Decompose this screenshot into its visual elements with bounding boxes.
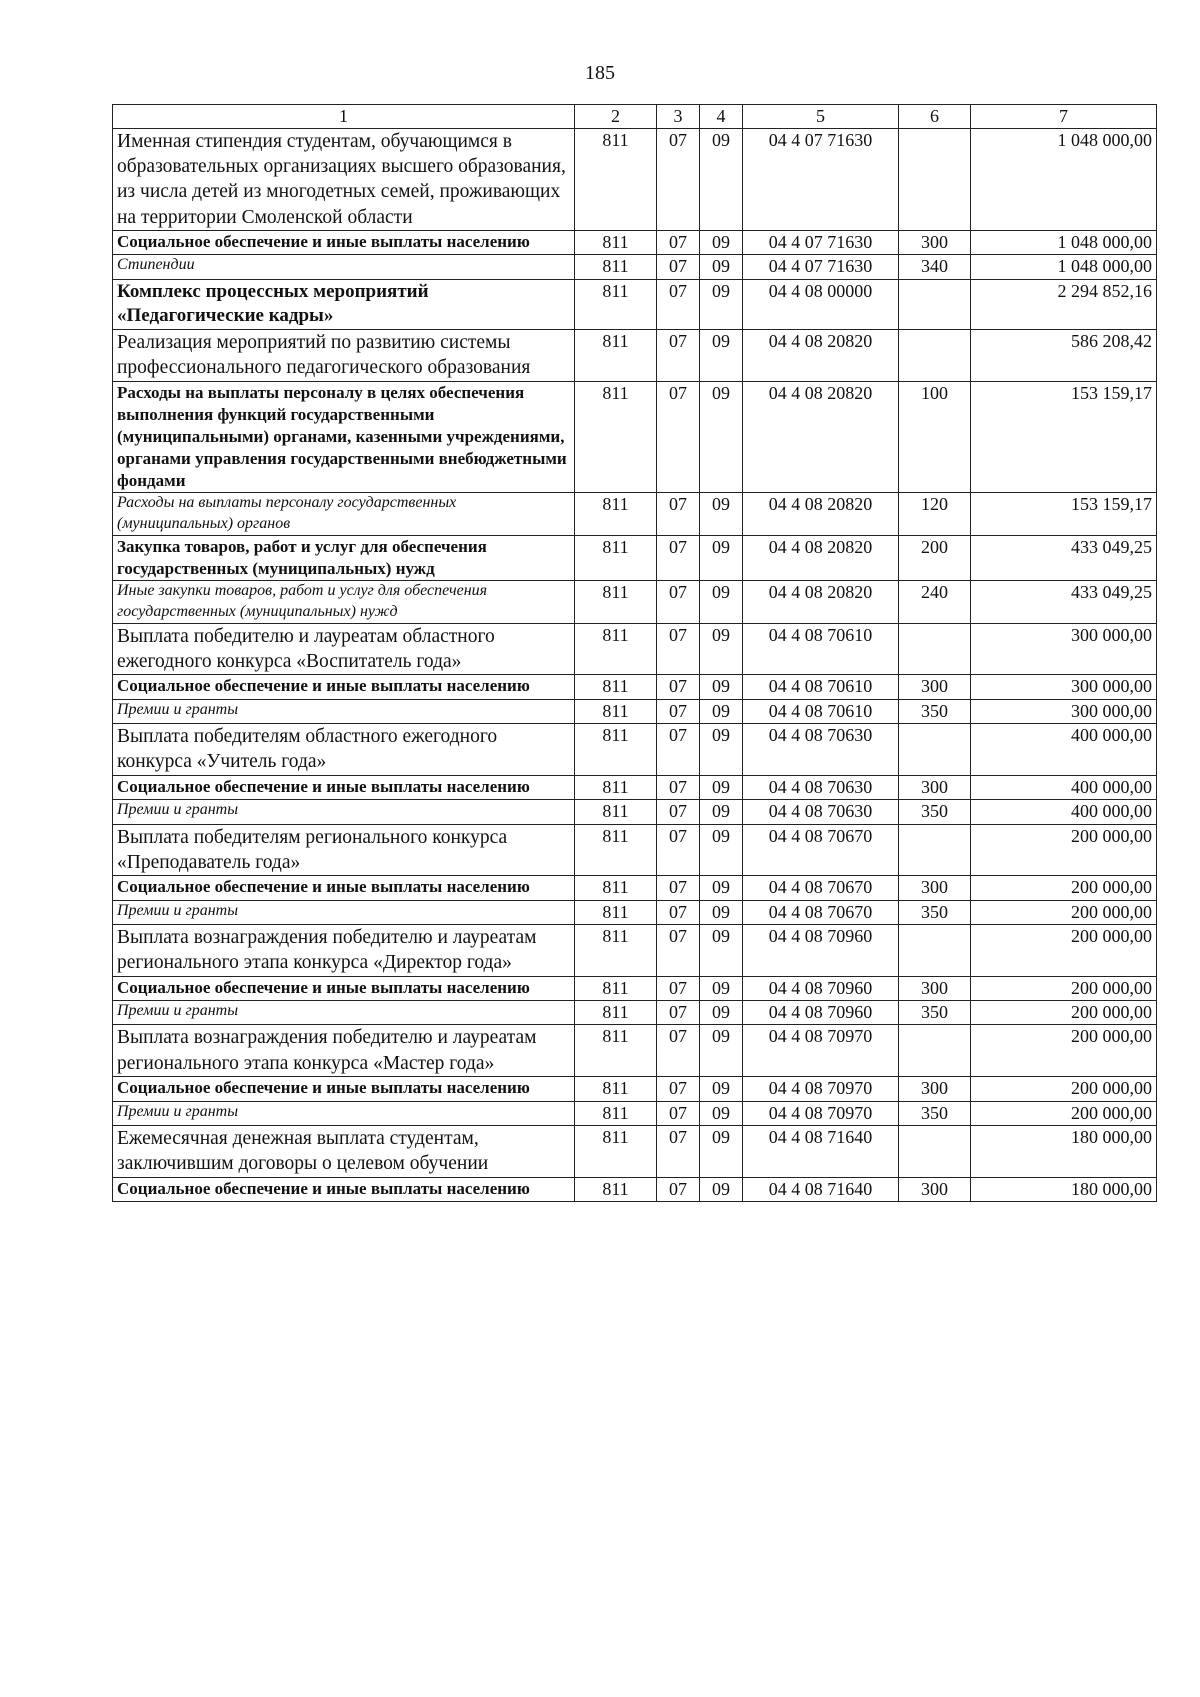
section-cell: 07 <box>657 1001 700 1025</box>
target-article-cell: 04 4 08 70960 <box>743 1001 899 1025</box>
table-row <box>113 876 1157 900</box>
subsection-cell: 09 <box>700 1001 743 1025</box>
row-name-cell: Премии и гранты <box>113 900 575 924</box>
table-row <box>113 1001 1157 1025</box>
table-row <box>113 535 1157 580</box>
section-cell: 07 <box>657 876 700 900</box>
section-cell: 07 <box>657 699 700 723</box>
target-article-cell: 04 4 08 70610 <box>743 699 899 723</box>
table-row <box>113 824 1157 876</box>
expense-type-cell: 300 <box>899 876 971 900</box>
amount-cell: 300 000,00 <box>971 675 1157 699</box>
subsection-cell: 09 <box>700 623 743 675</box>
expense-type-cell: 350 <box>899 699 971 723</box>
row-name-cell: Комплекс процессных мероприятий «Педагогические кадры» <box>113 279 575 329</box>
row-name-cell: Премии и гранты <box>113 1001 575 1025</box>
ministry-code-cell: 811 <box>575 535 657 580</box>
row-name-cell: Премии и гранты <box>113 1101 575 1125</box>
ministry-code-cell: 811 <box>575 1101 657 1125</box>
target-article-cell: 04 4 08 70610 <box>743 675 899 699</box>
section-cell: 07 <box>657 1101 700 1125</box>
header-cell-6: 6 <box>899 105 971 129</box>
expense-type-cell <box>899 1125 971 1177</box>
section-cell: 07 <box>657 580 700 623</box>
target-article-cell: 04 4 08 20820 <box>743 330 899 382</box>
ministry-code-cell: 811 <box>575 230 657 254</box>
ministry-code-cell: 811 <box>575 623 657 675</box>
section-cell: 07 <box>657 623 700 675</box>
page-number: 185 <box>585 62 615 84</box>
row-name-cell: Стипендии <box>113 255 575 279</box>
row-name-cell: Социальное обеспечение и иные выплаты населению <box>113 876 575 900</box>
header-cell-1: 1 <box>113 105 575 129</box>
section-cell: 07 <box>657 1077 700 1101</box>
expense-type-cell: 100 <box>899 381 971 492</box>
row-name-cell: Социальное обеспечение и иные выплаты населению <box>113 1177 575 1201</box>
expense-type-cell <box>899 128 971 230</box>
target-article-cell: 04 4 08 70670 <box>743 876 899 900</box>
amount-cell: 433 049,25 <box>971 535 1157 580</box>
table-row <box>113 775 1157 799</box>
table-row <box>113 724 1157 776</box>
section-cell: 07 <box>657 330 700 382</box>
ministry-code-cell: 811 <box>575 1001 657 1025</box>
section-cell: 07 <box>657 724 700 776</box>
subsection-cell: 09 <box>700 381 743 492</box>
amount-cell: 400 000,00 <box>971 724 1157 776</box>
subsection-cell: 09 <box>700 230 743 254</box>
table-row <box>113 128 1157 230</box>
amount-cell: 300 000,00 <box>971 623 1157 675</box>
row-name-cell: Закупка товаров, работ и услуг для обеспечения государственных (муниципальных) нужд <box>113 535 575 580</box>
subsection-cell: 09 <box>700 255 743 279</box>
header-cell-3: 3 <box>657 105 700 129</box>
table-row <box>113 330 1157 382</box>
expense-type-cell <box>899 824 971 876</box>
section-cell: 07 <box>657 976 700 1000</box>
target-article-cell: 04 4 08 70960 <box>743 924 899 976</box>
ministry-code-cell: 811 <box>575 381 657 492</box>
table-row <box>113 279 1157 329</box>
ministry-code-cell: 811 <box>575 330 657 382</box>
ministry-code-cell: 811 <box>575 724 657 776</box>
target-article-cell: 04 4 07 71630 <box>743 255 899 279</box>
ministry-code-cell: 811 <box>575 976 657 1000</box>
section-cell: 07 <box>657 230 700 254</box>
amount-cell: 300 000,00 <box>971 699 1157 723</box>
row-name-cell: Иные закупки товаров, работ и услуг для обеспечения государственных (муниципальных) нужд <box>113 580 575 623</box>
subsection-cell: 09 <box>700 800 743 824</box>
table-row <box>113 1125 1157 1177</box>
target-article-cell: 04 4 08 71640 <box>743 1125 899 1177</box>
ministry-code-cell: 811 <box>575 128 657 230</box>
target-article-cell: 04 4 08 70630 <box>743 800 899 824</box>
amount-cell: 200 000,00 <box>971 1001 1157 1025</box>
subsection-cell: 09 <box>700 1025 743 1077</box>
amount-cell: 586 208,42 <box>971 330 1157 382</box>
section-cell: 07 <box>657 800 700 824</box>
row-name-cell: Выплата победителям областного ежегодного конкурса «Учитель года» <box>113 724 575 776</box>
subsection-cell: 09 <box>700 1177 743 1201</box>
subsection-cell: 09 <box>700 699 743 723</box>
subsection-cell: 09 <box>700 724 743 776</box>
amount-cell: 200 000,00 <box>971 976 1157 1000</box>
target-article-cell: 04 4 08 71640 <box>743 1177 899 1201</box>
subsection-cell: 09 <box>700 675 743 699</box>
amount-cell: 180 000,00 <box>971 1177 1157 1201</box>
row-name-cell: Социальное обеспечение и иные выплаты населению <box>113 976 575 1000</box>
table-row <box>113 976 1157 1000</box>
expense-type-cell: 350 <box>899 1001 971 1025</box>
target-article-cell: 04 4 08 20820 <box>743 381 899 492</box>
target-article-cell: 04 4 07 71630 <box>743 230 899 254</box>
table-row <box>113 900 1157 924</box>
table-row <box>113 580 1157 623</box>
expense-type-cell: 300 <box>899 775 971 799</box>
amount-cell: 400 000,00 <box>971 775 1157 799</box>
expense-type-cell: 350 <box>899 900 971 924</box>
ministry-code-cell: 811 <box>575 900 657 924</box>
section-cell: 07 <box>657 675 700 699</box>
expense-type-cell <box>899 279 971 329</box>
subsection-cell: 09 <box>700 824 743 876</box>
subsection-cell: 09 <box>700 1101 743 1125</box>
table-row <box>113 1101 1157 1125</box>
expense-type-cell <box>899 924 971 976</box>
expense-type-cell: 300 <box>899 230 971 254</box>
expense-type-cell: 300 <box>899 675 971 699</box>
target-article-cell: 04 4 07 71630 <box>743 128 899 230</box>
amount-cell: 200 000,00 <box>971 1101 1157 1125</box>
expense-type-cell: 350 <box>899 800 971 824</box>
row-name-cell: Именная стипендия студентам, обучающимся в образовательных организациях высшего образования, из числа детей из многодетных семей, проживающих на территории Смоленской области <box>113 128 575 230</box>
section-cell: 07 <box>657 1025 700 1077</box>
table-row <box>113 623 1157 675</box>
header-cell-5: 5 <box>743 105 899 129</box>
amount-cell: 200 000,00 <box>971 876 1157 900</box>
expense-type-cell: 300 <box>899 1177 971 1201</box>
subsection-cell: 09 <box>700 493 743 536</box>
table-row <box>113 493 1157 536</box>
expense-type-cell: 240 <box>899 580 971 623</box>
ministry-code-cell: 811 <box>575 1077 657 1101</box>
ministry-code-cell: 811 <box>575 1125 657 1177</box>
expense-type-cell <box>899 623 971 675</box>
expense-type-cell: 300 <box>899 976 971 1000</box>
target-article-cell: 04 4 08 70670 <box>743 824 899 876</box>
target-article-cell: 04 4 08 70970 <box>743 1025 899 1077</box>
table-row <box>113 1077 1157 1101</box>
expense-type-cell <box>899 1025 971 1077</box>
amount-cell: 200 000,00 <box>971 900 1157 924</box>
target-article-cell: 04 4 08 70960 <box>743 976 899 1000</box>
expense-type-cell: 300 <box>899 1077 971 1101</box>
amount-cell: 200 000,00 <box>971 1077 1157 1101</box>
row-name-cell: Социальное обеспечение и иные выплаты населению <box>113 675 575 699</box>
row-name-cell: Реализация мероприятий по развитию системы профессионального педагогического образования <box>113 330 575 382</box>
expense-type-cell <box>899 724 971 776</box>
amount-cell: 400 000,00 <box>971 800 1157 824</box>
ministry-code-cell: 811 <box>575 279 657 329</box>
header-cell-7: 7 <box>971 105 1157 129</box>
amount-cell: 180 000,00 <box>971 1125 1157 1177</box>
amount-cell: 1 048 000,00 <box>971 255 1157 279</box>
row-name-cell: Выплата вознаграждения победителю и лауреатам регионального этапа конкурса «Мастер года» <box>113 1025 575 1077</box>
target-article-cell: 04 4 08 20820 <box>743 535 899 580</box>
target-article-cell: 04 4 08 70970 <box>743 1077 899 1101</box>
table-row <box>113 381 1157 492</box>
target-article-cell: 04 4 08 70970 <box>743 1101 899 1125</box>
subsection-cell: 09 <box>700 535 743 580</box>
header-cell-2: 2 <box>575 105 657 129</box>
amount-cell: 1 048 000,00 <box>971 230 1157 254</box>
section-cell: 07 <box>657 255 700 279</box>
target-article-cell: 04 4 08 00000 <box>743 279 899 329</box>
amount-cell: 153 159,17 <box>971 381 1157 492</box>
table-row <box>113 1025 1157 1077</box>
row-name-cell: Ежемесячная денежная выплата студентам, заключившим договоры о целевом обучении <box>113 1125 575 1177</box>
expense-type-cell <box>899 330 971 382</box>
ministry-code-cell: 811 <box>575 1177 657 1201</box>
section-cell: 07 <box>657 535 700 580</box>
row-name-cell: Социальное обеспечение и иные выплаты населению <box>113 1077 575 1101</box>
ministry-code-cell: 811 <box>575 493 657 536</box>
table-row <box>113 1177 1157 1201</box>
target-article-cell: 04 4 08 20820 <box>743 493 899 536</box>
table-row <box>113 255 1157 279</box>
table-row <box>113 230 1157 254</box>
amount-cell: 1 048 000,00 <box>971 128 1157 230</box>
subsection-cell: 09 <box>700 1077 743 1101</box>
table-row <box>113 924 1157 976</box>
subsection-cell: 09 <box>700 279 743 329</box>
row-name-cell: Выплата победителям регионального конкурса «Преподаватель года» <box>113 824 575 876</box>
amount-cell: 200 000,00 <box>971 924 1157 976</box>
section-cell: 07 <box>657 924 700 976</box>
expense-type-cell: 350 <box>899 1101 971 1125</box>
subsection-cell: 09 <box>700 580 743 623</box>
header-row <box>113 105 1157 129</box>
ministry-code-cell: 811 <box>575 775 657 799</box>
row-name-cell: Социальное обеспечение и иные выплаты населению <box>113 775 575 799</box>
row-name-cell: Премии и гранты <box>113 800 575 824</box>
row-name-cell: Премии и гранты <box>113 699 575 723</box>
section-cell: 07 <box>657 775 700 799</box>
ministry-code-cell: 811 <box>575 580 657 623</box>
table-row <box>113 800 1157 824</box>
ministry-code-cell: 811 <box>575 924 657 976</box>
table-row <box>113 699 1157 723</box>
subsection-cell: 09 <box>700 924 743 976</box>
row-name-cell: Расходы на выплаты персоналу в целях обеспечения выполнения функций государственными (муниципальными) органами, казенными учреждениями, органами управления государственными внебюджетными фондами <box>113 381 575 492</box>
ministry-code-cell: 811 <box>575 800 657 824</box>
ministry-code-cell: 811 <box>575 255 657 279</box>
section-cell: 07 <box>657 279 700 329</box>
section-cell: 07 <box>657 1125 700 1177</box>
section-cell: 07 <box>657 1177 700 1201</box>
amount-cell: 433 049,25 <box>971 580 1157 623</box>
amount-cell: 153 159,17 <box>971 493 1157 536</box>
ministry-code-cell: 811 <box>575 824 657 876</box>
subsection-cell: 09 <box>700 900 743 924</box>
section-cell: 07 <box>657 381 700 492</box>
amount-cell: 200 000,00 <box>971 1025 1157 1077</box>
target-article-cell: 04 4 08 70630 <box>743 775 899 799</box>
table-row <box>113 675 1157 699</box>
target-article-cell: 04 4 08 70670 <box>743 900 899 924</box>
target-article-cell: 04 4 08 20820 <box>743 580 899 623</box>
amount-cell: 200 000,00 <box>971 824 1157 876</box>
subsection-cell: 09 <box>700 1125 743 1177</box>
expense-type-cell: 200 <box>899 535 971 580</box>
budget-table <box>112 104 1157 1202</box>
section-cell: 07 <box>657 493 700 536</box>
target-article-cell: 04 4 08 70630 <box>743 724 899 776</box>
row-name-cell: Выплата вознаграждения победителю и лауреатам регионального этапа конкурса «Директор года» <box>113 924 575 976</box>
expense-type-cell: 120 <box>899 493 971 536</box>
subsection-cell: 09 <box>700 976 743 1000</box>
expense-type-cell: 340 <box>899 255 971 279</box>
subsection-cell: 09 <box>700 775 743 799</box>
header-cell-4: 4 <box>700 105 743 129</box>
section-cell: 07 <box>657 128 700 230</box>
subsection-cell: 09 <box>700 330 743 382</box>
section-cell: 07 <box>657 900 700 924</box>
target-article-cell: 04 4 08 70610 <box>743 623 899 675</box>
row-name-cell: Социальное обеспечение и иные выплаты населению <box>113 230 575 254</box>
row-name-cell: Расходы на выплаты персоналу государственных (муниципальных) органов <box>113 493 575 536</box>
row-name-cell: Выплата победителю и лауреатам областного ежегодного конкурса «Воспитатель года» <box>113 623 575 675</box>
subsection-cell: 09 <box>700 128 743 230</box>
section-cell: 07 <box>657 824 700 876</box>
ministry-code-cell: 811 <box>575 699 657 723</box>
subsection-cell: 09 <box>700 876 743 900</box>
ministry-code-cell: 811 <box>575 675 657 699</box>
amount-cell: 2 294 852,16 <box>971 279 1157 329</box>
ministry-code-cell: 811 <box>575 876 657 900</box>
ministry-code-cell: 811 <box>575 1025 657 1077</box>
